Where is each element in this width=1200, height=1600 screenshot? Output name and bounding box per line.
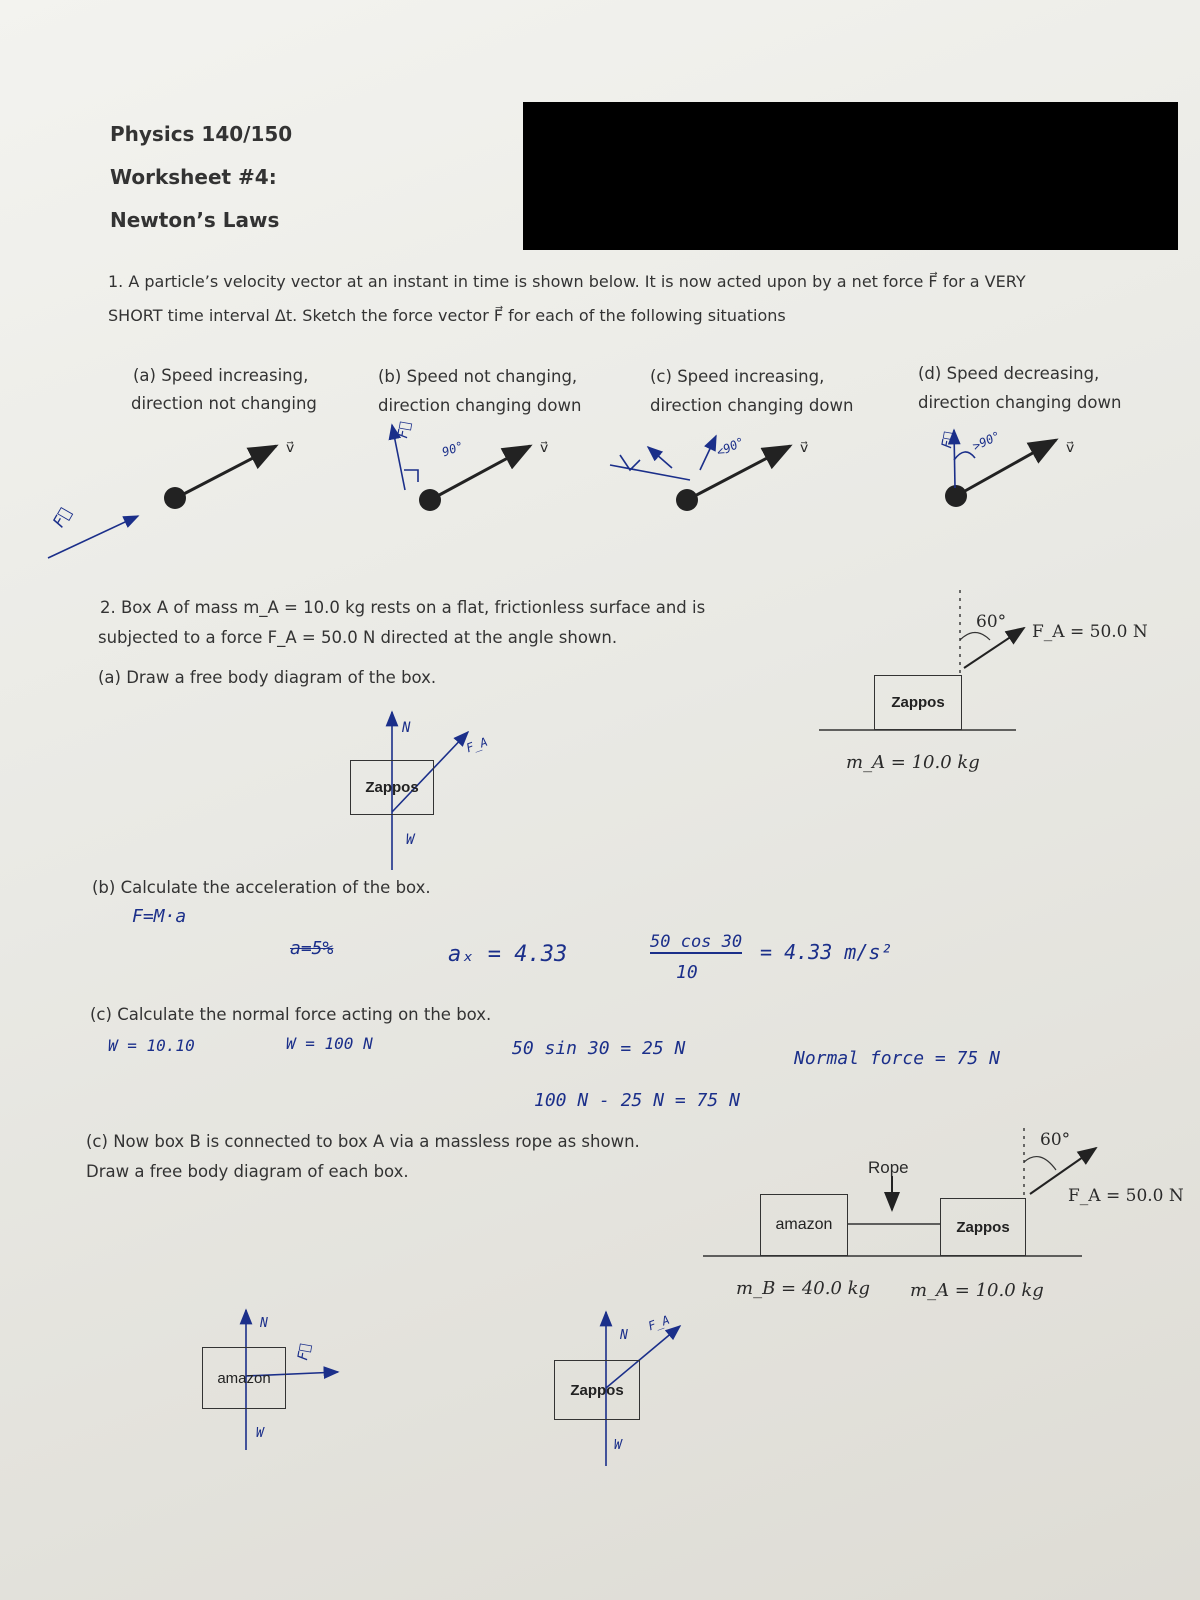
q2d-box-a-brand: Zappos (956, 1218, 1010, 1236)
q1-case-d-line2: direction changing down (918, 393, 1122, 412)
q1-case-b-line2: direction changing down (378, 396, 582, 415)
q2d-fbd-box-a (554, 1360, 640, 1420)
q2-part-d-line2: Draw a free body diagram of each box. (86, 1162, 409, 1181)
q1b-hand-angle: 90° (440, 438, 466, 460)
q2-prompt-line1: 2. Box A of mass m_A = 10.0 kg rests on a flat, frictionless surface and is (100, 598, 706, 617)
q1a-velocity-label: v⃗ (286, 440, 295, 456)
q2b-hand-frac-den: 10 (676, 962, 698, 983)
q2a-box-brand: Zappos (365, 779, 419, 796)
q2a-hand-FA: F_A (464, 734, 490, 756)
q2c-hand-w1: W = 10.10 (108, 1036, 195, 1055)
q2d-hand-W-a: W (614, 1438, 622, 1453)
q1b-velocity-label: v⃗ (540, 440, 549, 456)
q1-prompt-line1: 1. A particle’s velocity vector at an instant in time is shown below. It is now acted upon by a net force F⃗ for a VERY (108, 272, 1026, 291)
q2b-hand-scratch: a=5% (290, 938, 334, 959)
q1d-velocity-label: v⃗ (1066, 440, 1075, 456)
q2-prompt-line2: subjected to a force F_A = 50.0 N directed at the angle shown. (98, 628, 618, 647)
q2d-hand-W-b: W (256, 1426, 264, 1441)
q1d-hand-F: F⃗ (939, 430, 958, 450)
q2d-fbd-box-b (202, 1347, 286, 1409)
worksheet-topic: Newton’s Laws (110, 208, 280, 232)
q1d-hand-angle: >90° (970, 428, 1003, 454)
course-title: Physics 140/150 (110, 122, 293, 146)
q2-part-b: (b) Calculate the acceleration of the box. (92, 878, 431, 897)
q1-case-a-line1: (a) Speed increasing, (133, 366, 309, 385)
q2d-mass-a-label: m_A = 10.0 kg (910, 1280, 1044, 1301)
q1-prompt-line2: SHORT time interval Δt. Sketch the force vector F⃗ for each of the following situations (108, 306, 786, 325)
q2d-hand-N-a: N (620, 1328, 628, 1343)
q2d-mass-b-label: m_B = 40.0 kg (736, 1278, 871, 1299)
q2b-hand-result: = 4.33 m/s² (760, 940, 893, 964)
q2d-angle-label: 60° (1040, 1130, 1071, 1150)
q2d-rope-label: Rope (868, 1158, 909, 1177)
q2-box-a-brand: Zappos (891, 694, 945, 711)
worksheet-number: Worksheet #4: (110, 165, 277, 189)
q1c-hand-angle: <90° (714, 434, 747, 460)
q2d-hand-N-b: N (260, 1316, 268, 1331)
q2c-hand-normal: Normal force = 75 N (794, 1048, 1000, 1069)
q2-part-d-line1: (c) Now box B is connected to box A via a massless rope as shown. (86, 1132, 640, 1151)
q1-case-b-line1: (b) Speed not changing, (378, 367, 578, 386)
q2b-hand-frac-num: 50 cos 30 (650, 932, 743, 952)
q2b-hand-formula: F=M·a (132, 906, 187, 927)
q1-case-d-line1: (d) Speed decreasing, (918, 364, 1100, 383)
q1-case-c-line2: direction changing down (650, 396, 854, 415)
q2c-hand-calc: 100 N - 25 N = 75 N (534, 1090, 740, 1111)
q2d-hand-FA-a: F_A (646, 1312, 672, 1334)
q1a-hand-F: F⃗ (48, 504, 75, 531)
q2d-fbd-box-a-brand: Zappos (570, 1381, 624, 1399)
q2d-fbd-box-b-brand: amazon (217, 1369, 271, 1387)
q2-mass-a-label: m_A = 10.0 kg (846, 752, 980, 773)
q2-force-label: F_A = 50.0 N (1032, 622, 1148, 642)
q1b-hand-F: F⃗ (395, 420, 414, 440)
q2c-hand-w2: W = 100 N (286, 1034, 373, 1053)
q2d-box-b-brand: amazon (775, 1216, 833, 1233)
q2-part-c: (c) Calculate the normal force acting on the box. (90, 1005, 492, 1024)
q1c-velocity-label: v⃗ (800, 440, 809, 456)
q2c-hand-sin: 50 sin 30 = 25 N (512, 1038, 686, 1059)
q2a-hand-W: W (406, 832, 415, 848)
q2-part-a: (a) Draw a free body diagram of the box. (98, 668, 437, 687)
q1-case-a-line2: direction not changing (131, 394, 317, 413)
q1-case-c-line1: (c) Speed increasing, (650, 367, 825, 386)
q2b-hand-ax: aₓ = 4.33 (448, 942, 568, 967)
q2d-hand-F-b: F⃗ (295, 1342, 314, 1362)
q2a-hand-N: N (402, 720, 411, 736)
q2-angle-label: 60° (976, 612, 1007, 632)
q2d-force-label: F_A = 50.0 N (1068, 1186, 1184, 1206)
